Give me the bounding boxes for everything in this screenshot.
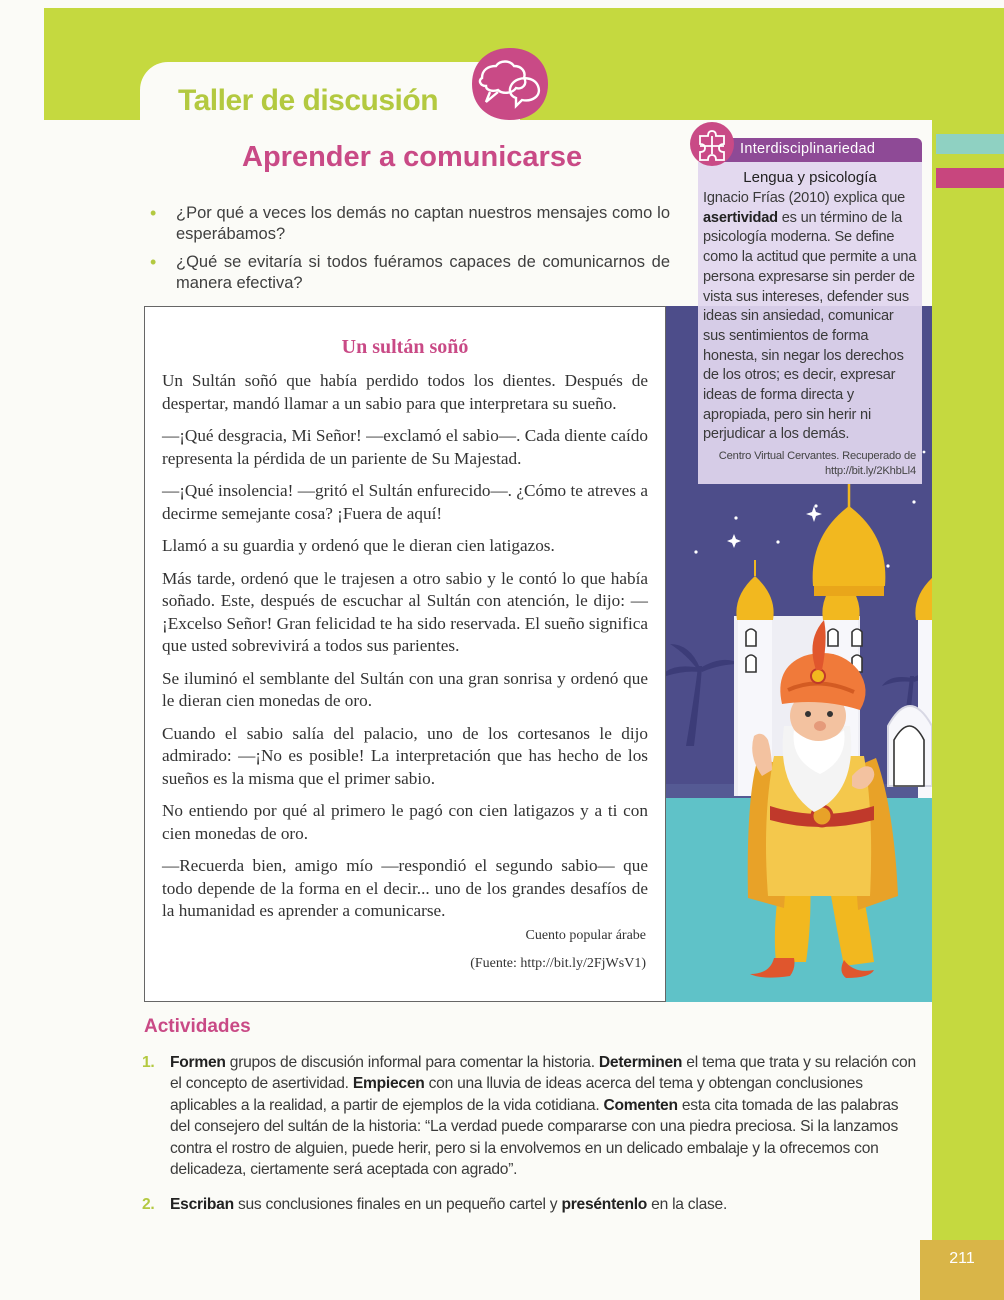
activity-text: en la clase. bbox=[647, 1196, 728, 1214]
activities-list bbox=[142, 1052, 922, 1230]
story-paragraph: —Recuerda bien, amigo mío —respondió el segundo sabio— que todo depende de la forma en el decir... uno de los grandes desafíos de la humanidad es aprender a comunicarse. bbox=[162, 856, 648, 920]
interdisciplinary-label: Interdisciplinariedad bbox=[740, 141, 876, 157]
story-title: Un sultán soñó bbox=[341, 336, 469, 358]
story-credit-source: (Fuente: http://bit.ly/2FjWsV1) bbox=[470, 956, 646, 971]
right-green-band bbox=[932, 8, 1004, 1240]
activity-text: el tema que trata y su relación con el concepto de asertividad. bbox=[170, 1054, 916, 1093]
speech-bubbles-icon bbox=[470, 46, 550, 122]
activity-verb: Comenten bbox=[603, 1096, 678, 1114]
activity-verb: preséntenlo bbox=[561, 1196, 648, 1214]
sidebar-text-rest: es un término de la psicología moderna. Se define como la actitud que permite a una persona expresarse sin perder de vista sus intereses, defender sus ideas sin ansiedad, comunicar sus sentimientos de forma honesta, sin negar los derechos de los otros; es decir, expresar ideas de forma directa y apropiada, pero sin herir ni perjudicar a los demás. bbox=[703, 209, 917, 443]
sidebar-keyword: asertividad bbox=[703, 209, 778, 226]
activity-item bbox=[142, 1194, 922, 1215]
activity-number: 1. bbox=[142, 1054, 155, 1071]
activity-number: 2. bbox=[142, 1196, 155, 1214]
activity-verb: Determinen bbox=[598, 1054, 683, 1071]
sidebar-subtitle: Lengua y psicología bbox=[743, 169, 877, 186]
story-paragraph: Llamó a su guardia y ordenó que le dieran cien latigazos. bbox=[162, 536, 555, 555]
sidebar-credit-url: http://bit.ly/2KhbLl4 bbox=[825, 465, 916, 477]
page-number: 211 bbox=[949, 1250, 975, 1267]
activity-item bbox=[142, 1052, 922, 1180]
story-paragraph: No entiendo por qué al primero le pagó con cien latigazos y a ti con cien monedas de oro. bbox=[162, 801, 648, 843]
story-paragraph: Más tarde, ordenó que le trajesen a otro sabio y le contó lo que había soñado. Este, después de escuchar al Sultán con atención, le dijo: —¡Excelso Señor! Gran felicidad te ha sido reservada. El sueño significa que usted sobrevivirá a todos sus parientes. bbox=[162, 568, 648, 655]
puzzle-icon bbox=[688, 120, 736, 168]
sidebar-credit bbox=[700, 449, 916, 479]
story-credit-type: Cuento popular árabe bbox=[525, 928, 646, 943]
section-title: Taller de discusión bbox=[178, 84, 439, 117]
page-title: Aprender a comunicarse bbox=[242, 141, 583, 173]
activity-verb: Formen bbox=[170, 1054, 226, 1071]
story-paragraph: Cuando el sabio salía del palacio, uno de los cortesanos le dijo admirado: —¡No es posible! La interpretación que has hecho de los sueños es la misma que el primer sabio. bbox=[162, 723, 648, 788]
activity-text: esta cita tomada de las palabras del consejero del sultán de la historia: “La verdad puede compararse con una piedra preciosa. Si la lanzamos contra el rostro de alguien, puede herir, pero si la envolvemos en un delicado embalaje y la ofrecemos con delicadeza, ciertamente será aceptada con agrado”. bbox=[170, 1096, 899, 1179]
story-paragraph: Un Sultán soñó que había perdido todos los dientes. Después de despertar, mandó llamar a un sabio para que interpretara su sueño. bbox=[162, 371, 648, 413]
activity-text: grupos de discusión informal para comentar la historia. bbox=[225, 1054, 599, 1071]
story-paragraph: Se iluminó el semblante del Sultán con una gran sonrisa y ordenó que le dieran cien monedas de oro. bbox=[162, 668, 648, 710]
page-number-box bbox=[920, 1240, 1004, 1300]
activity-verb: Empiecen bbox=[352, 1075, 425, 1093]
sidebar-text-lead: Ignacio Frías (2010) explica que bbox=[703, 190, 906, 206]
story-text bbox=[162, 370, 648, 933]
activity-verb: Escriban bbox=[170, 1196, 234, 1214]
activity-text: con una lluvia de ideas acerca del tema y obtengan conclusiones aplicables a la realidad, a partir de ejemplos de la vida cotidiana. bbox=[170, 1075, 863, 1114]
teal-edge-tab bbox=[936, 134, 1004, 154]
activities-heading: Actividades bbox=[144, 1016, 251, 1037]
sidebar-credit-line: Centro Virtual Cervantes. Recuperado de bbox=[718, 450, 916, 462]
pink-edge-tab bbox=[936, 168, 1004, 188]
question-item: • ¿Por qué a veces los demás no captan nuestros mensajes como lo esperábamos? bbox=[146, 203, 670, 245]
activity-text: sus conclusiones finales en un pequeño cartel y bbox=[233, 1196, 562, 1214]
intro-questions bbox=[146, 203, 670, 301]
sidebar-text bbox=[703, 189, 917, 445]
question-item: • ¿Qué se evitaría si todos fuéramos capaces de comunicarnos de manera efectiva? bbox=[146, 252, 670, 294]
story-paragraph: —¡Qué desgracia, Mi Señor! —exclamó el sabio—. Cada diente caído representa la pérdida de un pariente de Su Majestad. bbox=[162, 426, 648, 468]
story-paragraph: —¡Qué insolencia! —gritó el Sultán enfurecido—. ¿Cómo te atreves a decirme semejante cosa? ¡Fuera de aquí! bbox=[162, 481, 648, 523]
